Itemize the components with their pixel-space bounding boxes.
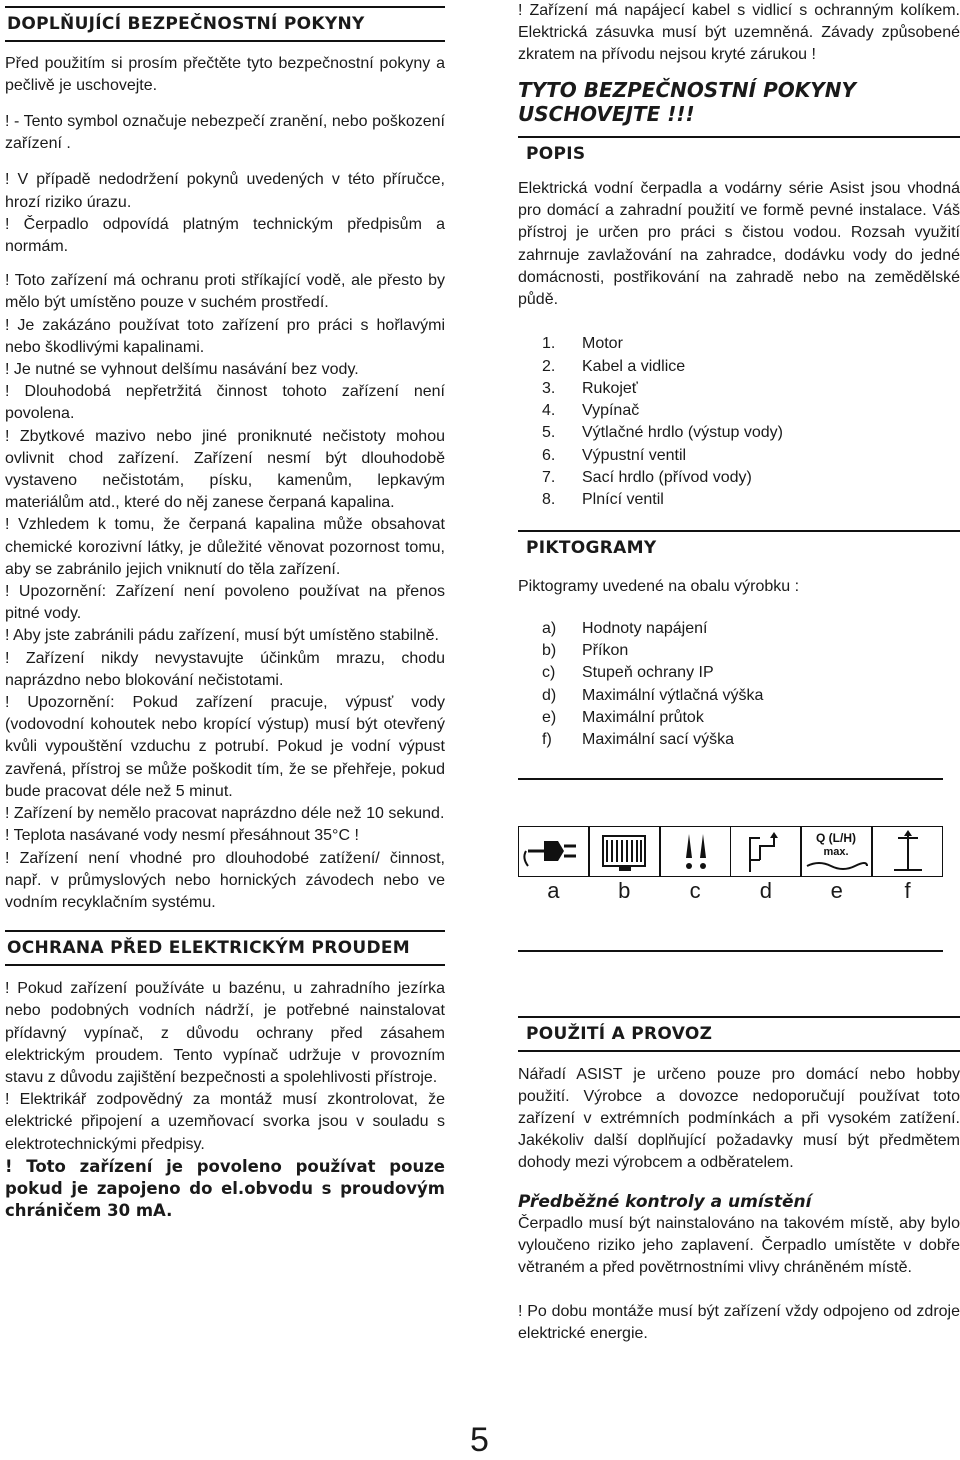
montaz-note: ! Po dobu montáže musí být zařízení vždy odpojeno od zdroje elektrické energie. — [518, 1303, 960, 1343]
list-item-label: Kabel a vidlice — [582, 357, 686, 375]
pictogram-icons — [518, 826, 943, 877]
page-number: 5 — [470, 1421, 489, 1459]
max-flow-q-label: Q (L/H) — [816, 830, 857, 845]
right-column — [518, 0, 960, 1346]
electric-item-1: ! Pokud zařízení používáte u bazénu, u zahradního jezírka nebo podobných vodních nádrží, je potřebné nainstalovat přídavný vypínač, z důvodu ochrany před zásahem elektrickým proudem. Tento vypínač udržuje v provozním stavu z důvodu zajištění bezpečnosti a spolehlivosti přístroje. — [5, 980, 445, 1086]
list-item-label: Maximální výtlačná výška — [582, 686, 764, 704]
list-item — [518, 489, 960, 511]
pikto-list — [518, 618, 960, 752]
safety-item-1: ! V případě nedodržení pokynů uvedených v této příručce, hrozí riziko úrazu. — [5, 171, 445, 211]
safety-item-6: ! Dlouhodobá nepřetržitá činnost tohoto zařízení není povolena. — [5, 383, 445, 423]
list-item — [518, 662, 960, 684]
pikto-intro: Piktogramy uvedené na obalu výrobku : — [518, 577, 800, 595]
safety-item-7: ! Zbytkové mazivo nebo jiné proniknuté nečistoty mohou ovlivnit chod zařízení. Zařízení nesmí být dlouhodobě vystaveno nečistotám, písku, kamenům, lepkavým materiálům atd., které do něj zanese čerpaná kapalina. — [5, 427, 445, 512]
list-item-number: 2. — [542, 357, 556, 375]
pictogram-letter: d — [759, 877, 773, 903]
keep-heading: TYTO BEZPEČNOSTNÍ POKYNY USCHOVEJTE !!! — [518, 78, 856, 126]
pictogram-strip — [518, 778, 943, 952]
list-item-label: Výtlačné hrdlo (výstup vody) — [582, 424, 783, 442]
list-item — [518, 378, 960, 400]
parts-list — [518, 333, 960, 511]
safety-item-4: ! Je zakázáno používat toto zařízení pro práci s hořlavými nebo škodlivými kapalinami. — [5, 316, 445, 356]
list-item — [518, 729, 960, 751]
safety-item-9: ! Upozornění: Zařízení není povoleno používat na přenos pitné vody. — [5, 583, 445, 623]
pouziti-text: Nářadí ASIST je určeno pouze pro domácí nebo hobby použití. Výrobce a dovozce nedoporučují používat toto zařízení v extrémních podmínkách a při vysokém zatížení. Jakékoliv další doplňující požadavky musí být předmětem dohody mezi výrobcem a odběratelem. — [518, 1065, 960, 1172]
safety-item-3: ! Toto zařízení má ochranu proti stříkající vodě, ale přesto by mělo být umístěno pouze v suchém prostředí. — [5, 272, 445, 312]
list-item-label: Maximální průtok — [582, 708, 704, 726]
list-item-number: 3. — [542, 379, 556, 397]
list-item-number: e) — [542, 708, 557, 726]
list-item-number: c) — [542, 664, 556, 682]
list-item — [518, 467, 960, 489]
plug-note: ! Zařízení má napájecí kabel s vidlicí s ochranným kolíkem. Elektrická zásuvka musí být uzemněná. Závady způsobené zkratem na přívodu nejsou kryté zárukou ! — [518, 2, 960, 63]
list-item-number: 6. — [542, 446, 556, 464]
plug-icon — [518, 826, 589, 877]
list-item-number: b) — [542, 642, 557, 660]
list-item-label: Vypínač — [582, 402, 640, 420]
list-item-number: 8. — [542, 491, 556, 509]
kontroly-text: Čerpadlo musí být nainstalováno na takovém místě, aby bylo vyloučeno riziko jeho zaplavení. Čerpadlo umístěte v dobře větraném a před povětrnostními vlivy chráněném místě. — [518, 1214, 960, 1276]
list-item — [518, 400, 960, 422]
list-item-number: 1. — [542, 335, 556, 353]
list-item — [518, 422, 960, 444]
symbol-note — [5, 111, 445, 155]
list-item — [518, 685, 960, 707]
heading-piktogramy: PIKTOGRAMY — [518, 530, 960, 564]
electric-warning: ! Toto zařízení je povoleno používat pouze pokud je zapojeno do el.obvodu s proudovým chráničem 30 mA. — [5, 1156, 445, 1220]
list-item-label: Maximální sací výška — [582, 731, 735, 749]
kontroly-heading: Předběžné kontroly a umístění — [518, 1191, 812, 1212]
pictogram-letter: f — [904, 877, 911, 903]
safety-item-2: ! Čerpadlo odpovídá platným technickým předpisům a normám. — [5, 215, 445, 256]
list-item — [518, 333, 960, 355]
safety-item-11: ! Zařízení nikdy nevystavujte účinkům mrazu, chodu naprázdno nebo blokování nečistotami. — [5, 649, 445, 689]
list-item-label: Výpustní ventil — [582, 446, 687, 464]
list-item-label: Motor — [582, 335, 623, 353]
max-flow-max-label: max. — [823, 845, 849, 858]
list-item-number: d) — [542, 686, 557, 704]
list-item — [518, 445, 960, 467]
popis-text: Elektrická vodní čerpadla a vodárny série Asist jsou vhodná pro domácí a zahradní použití ve formě pevné instalace. Váš přístroj je určen pro práci s čistou vodou. Rozsah využití zahrnuje zavlažování na zahradce, dodávku vody do jedné domácnosti, postřikování na zahradě nebo na zemědělské půdě. — [518, 180, 960, 309]
list-item-label: Sací hrdlo (přívod vody) — [582, 469, 752, 486]
pictogram-letter: c — [689, 877, 701, 903]
safety-item-5: ! Je nutné se vyhnout delšímu nasávání bez vody. — [5, 361, 359, 379]
list-item-label: Plnící ventil — [582, 491, 664, 509]
safety-item-12: ! Upozornění: Pokud zařízení pracuje, výpusť vody (vodovodní kohoutek nebo kropící výstup) musí být otevřený kvůli vypouštění vzduchu z potrubí. Pokud je vodní výpust zavřená, přístroj se může poškodit tím, že se přehřeje, pokud bude pracovat déle než 5 minut. — [5, 694, 445, 800]
symbol-note-text: ! - Tento symbol označuje nebezpečí zranění, nebo poškození zařízení . — [5, 113, 445, 153]
list-item-label: Rukojeť — [582, 379, 638, 397]
safety-item-13: ! Zařízení by nemělo pracovat naprázdno déle než 10 sekund. — [5, 805, 445, 823]
electric-item-2: ! Elektrikář zodpovědný za montáž musí zkontrolovat, že elektrické připojení a uzemňovací svorka jsou v souladu s elektrotechnickými předpisy. — [5, 1091, 445, 1153]
list-item-label: Hodnoty napájení — [582, 619, 708, 637]
safety-item-14: ! Teplota nasávané vody nesmí přesáhnout 35°C ! — [5, 827, 359, 845]
list-item-number: a) — [542, 619, 557, 637]
list-item — [518, 707, 960, 729]
safety-item-10: ! Aby jste zabránili pádu zařízení, musí být umístěno stabilně. — [5, 627, 439, 645]
list-item-number: 5. — [542, 424, 556, 442]
left-column — [5, 0, 445, 1222]
pictogram-letters — [518, 878, 943, 904]
heading-pouziti: POUŽITÍ A PROVOZ — [518, 1016, 960, 1052]
intro-text: Před použitím si prosím přečtěte tyto bezpečnostní pokyny a pečlivě je uschovejte. — [5, 55, 445, 95]
list-item-number: f) — [542, 731, 552, 749]
heading-electric: OCHRANA PŘED ELEKTRICKÝM PROUDEM — [5, 930, 445, 966]
safety-item-15: ! Zařízení není vhodné pro dlouhodobé zatížení/ činnost, např. v průmyslových nebo hornických závodech nebo ve vodním recyklačním systému. — [5, 849, 445, 911]
pictogram-letter: a — [547, 877, 560, 903]
motor-icon — [589, 826, 660, 877]
ip-drops-icon — [660, 826, 731, 877]
heading-popis: POPIS — [518, 136, 960, 170]
pictogram-letter: e — [830, 877, 843, 903]
list-item-number: 4. — [542, 402, 556, 420]
list-item — [518, 640, 960, 662]
delivery-height-icon — [730, 826, 801, 877]
heading-safety: DOPLŇUJÍCÍ BEZPEČNOSTNÍ POKYNY — [5, 6, 445, 42]
list-item-label: Stupeň ochrany IP — [582, 664, 714, 682]
max-flow-icon — [801, 826, 872, 877]
list-item-label: Příkon — [582, 642, 629, 660]
pictogram-letter: b — [618, 877, 631, 903]
list-item — [518, 356, 960, 378]
suction-height-icon — [872, 826, 943, 877]
safety-item-8: ! Vzhledem k tomu, že čerpaná kapalina může obsahovat chemické korozivní látky, je důležité věnovat pozornost tomu, aby se zabránilo jejich vniknutí do těla zařízení. — [5, 516, 445, 578]
list-item-number: 7. — [542, 469, 556, 486]
list-item — [518, 618, 960, 640]
